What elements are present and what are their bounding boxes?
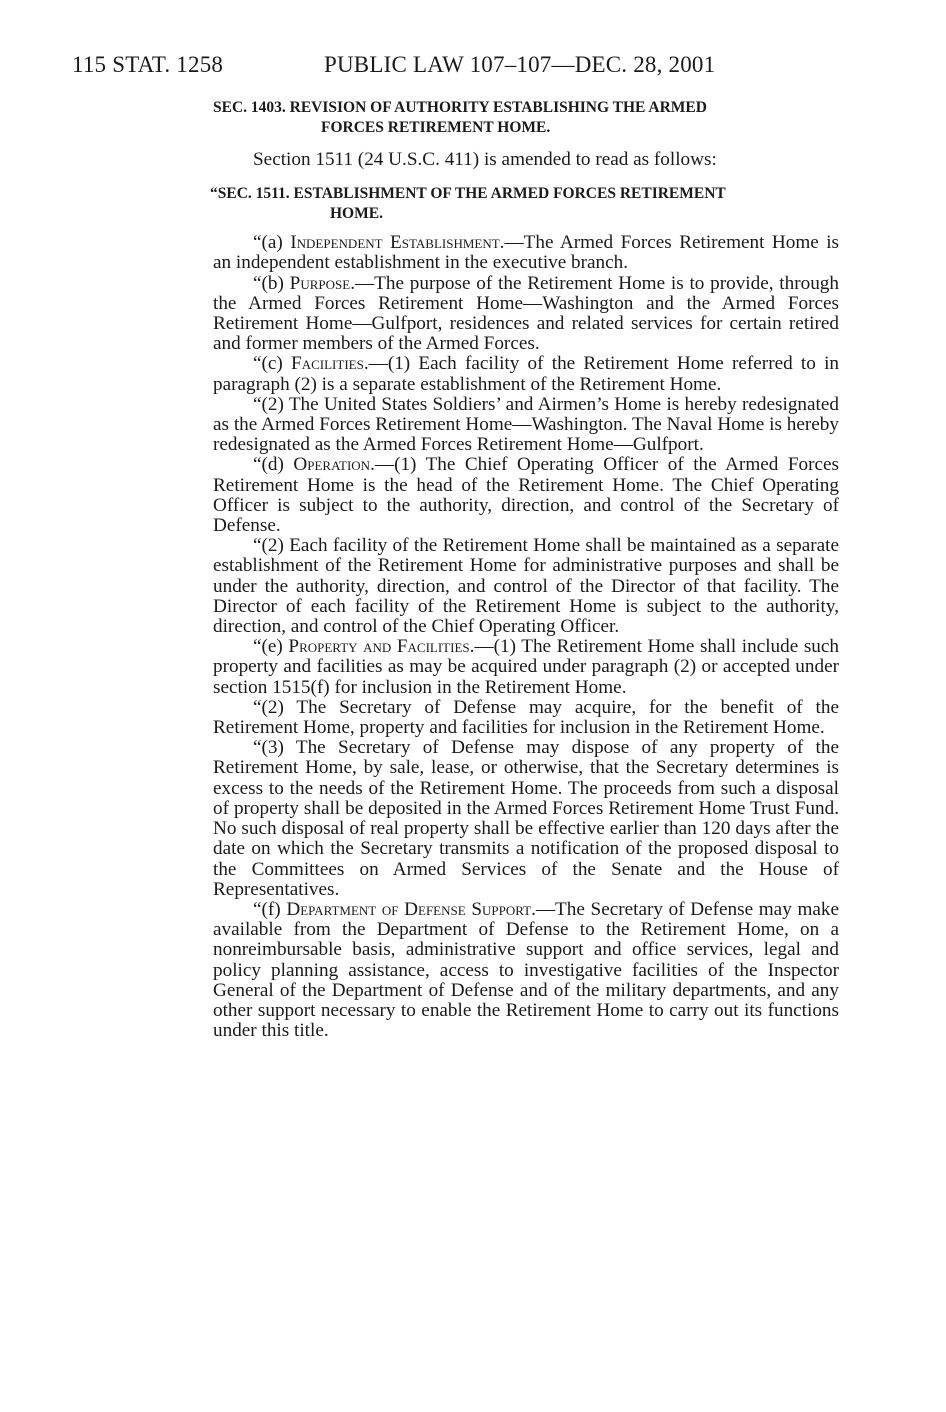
subsection-f-text: .—The Secretary of Defense may make available from the Department of Defense to the Retirement Home, on a nonreimbursable basis, administrative support and office services, legal and policy planning assistance, access to investigative facilities of the Inspector General of the Department of Defense and of the military departments, and any other support necessary to enable the Retirement Home to carry out its functions under this title. <box>213 898 839 1042</box>
subsection-c-heading: Facilities <box>291 353 364 375</box>
amendment-instruction: Section 1511 (24 U.S.C. 411) is amended to read as follows: <box>253 149 717 170</box>
subsection-c <box>213 354 839 394</box>
subsection-f <box>213 900 839 1041</box>
subsection-b-lead: “(b) <box>253 272 290 294</box>
subsection-e-paragraph-3: “(3) The Secretary of Defense may dispose of any property of the Retirement Home, by sale, lease, or otherwise, that the Secretary determines is excess to the needs of the Retirement Home. The proceeds from such a disposal of property shall be deposited in the Armed Forces Retirement Home Trust Fund. No such disposal of real property shall be effective earlier than 120 days after the date on which the Secretary transmits a notification of the proposed disposal to the Committees on Armed Services of the Senate and the House of Representatives. <box>213 737 839 900</box>
subsection-f-heading: Department of Defense Support <box>286 898 532 920</box>
subsection-a-lead: “(a) <box>253 232 291 254</box>
subsection-d <box>213 455 839 536</box>
subsection-e-lead: “(e) <box>253 636 289 658</box>
subsection-e-text: .—(1) The Retirement Home shall include such property and facilities as may be acquired under paragraph (2) or accepted under section 1515(f) for inclusion in the Retirement Home. <box>213 636 840 698</box>
subsection-c-lead: “(c) <box>253 353 292 375</box>
section-1403-heading <box>213 98 839 138</box>
document-body <box>210 96 840 1042</box>
subsection-a <box>213 233 839 273</box>
statute-reference: 115 STAT. 1258 <box>72 52 224 77</box>
subsection-b-heading: Purpose <box>289 272 351 294</box>
subsection-a-heading: Independent Establishment <box>290 232 500 254</box>
subsection-e-heading: Property and Facilities <box>288 636 470 658</box>
subsection-a-text: .—The Armed Forces Retirement Home is an independent establishment in the executive branch. <box>213 232 840 274</box>
public-law-reference: PUBLIC LAW 107–107—DEC. 28, 2001 <box>324 52 716 77</box>
subsection-d-heading: Operation <box>293 454 371 476</box>
subsection-c-text: .—(1) Each facility of the Retirement Home referred to in paragraph (2) is a separate establishment of the Retirement Home. <box>213 353 839 395</box>
section-1511-heading-line2: HOME. <box>330 205 383 223</box>
subsection-c-paragraph-2: “(2) The United States Soldiers’ and Airmen’s Home is hereby redesignated as the Armed Forces Retirement Home—Washington. The Naval Home is hereby redesignated as the Armed Forces Retirement Home—Gulfport. <box>213 393 839 456</box>
subsection-d-lead: “(d) <box>253 454 294 476</box>
section-1511-heading-line1: “SEC. 1511. ESTABLISHMENT OF THE ARMED FORCES RETIREMENT <box>210 185 726 203</box>
subsection-e-paragraph-2: “(2) The Secretary of Defense may acquire, for the benefit of the Retirement Home, property and facilities for inclusion in the Retirement Home. <box>213 696 839 739</box>
subsection-d-paragraph-2: “(2) Each facility of the Retirement Home shall be maintained as a separate establishment of the Retirement Home for administrative purposes and shall be under the authority, direction, and control of the Director of that facility. The Director of each facility of the Retirement Home is subject to the authority, direction, and control of the Chief Operating Officer. <box>213 535 839 638</box>
subsection-b-text: .—The purpose of the Retirement Home is to provide, through the Armed Forces Retirement Home—Washington and the Armed Forces Retirement Home—Gulfport, residences and related services for certain retired and former members of the Armed Forces. <box>213 272 839 355</box>
section-1511-heading <box>210 184 839 224</box>
subsection-d-text: .—(1) The Chief Operating Officer of the Armed Forces Retirement Home is the head of the Retirement Home. The Chief Operating Officer is subject to the authority, direction, and control of the Secretary of Defense. <box>213 454 839 537</box>
section-1403-heading-line1: SEC. 1403. REVISION OF AUTHORITY ESTABLISHING THE ARMED <box>213 99 707 116</box>
subsection-e <box>213 637 839 698</box>
subsection-f-lead: “(f) <box>253 898 287 920</box>
section-1403-heading-line2: FORCES RETIREMENT HOME. <box>321 119 551 136</box>
subsection-b <box>213 274 839 355</box>
